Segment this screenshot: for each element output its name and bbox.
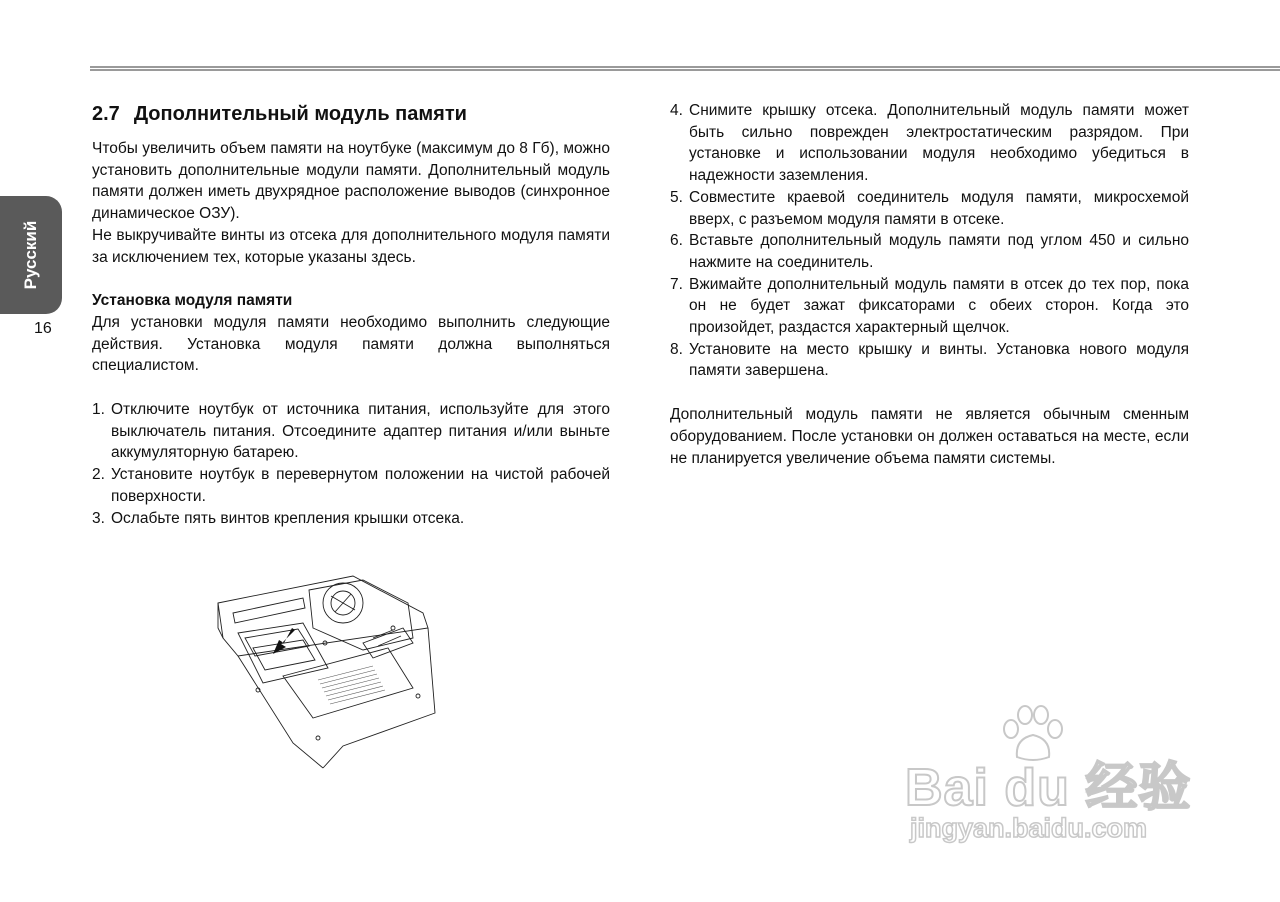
- intro-paragraph: Чтобы увеличить объем памяти на ноутбуке (максимум до 8 Гб), можно установить дополнительные модули памяти. Дополнительный модуль памяти должен иметь двухрядное расположение выводов (синхронное динамическое ОЗУ).: [92, 140, 610, 223]
- section-title: [92, 100, 610, 128]
- baidu-watermark: [905, 705, 1205, 855]
- right-column: [670, 100, 1189, 469]
- watermark-url: jingyan.baidu.com: [910, 813, 1148, 843]
- note-paragraph: Дополнительный модуль памяти не является обычным сменным оборудованием. После установки он должен оставаться на месте, если не планируется увеличение объема памяти системы.: [670, 406, 1189, 467]
- install-text: Для установки модуля памяти необходимо выполнить следующие действия. Установка модуля памяти должна выполняться специалистом.: [92, 313, 610, 375]
- intro-warning: Не выкручивайте винты из отсека для дополнительного модуля памяти за исключением тех, которые указаны здесь.: [92, 226, 610, 266]
- list-item: 5. Совместите краевой соединитель модуля памяти, микросхемой вверх, с разъемом модуля памяти в отсеке.: [670, 188, 1189, 228]
- install-heading: Установка модуля памяти: [92, 292, 293, 310]
- language-tab-label: Русский: [21, 220, 40, 290]
- laptop-memory-illustration: [213, 568, 438, 773]
- top-rule: [90, 66, 1280, 71]
- list-item: 1. Отключите ноутбук от источника питания, используйте для этого выключатель питания. Отсоедините адаптер питания и/или выньте аккумуляторную батарею.: [92, 401, 610, 462]
- language-tab: [0, 196, 62, 314]
- list-item: 6. Вставьте дополнительный модуль памяти под углом 450 и сильно нажмите на соединитель.: [670, 232, 1189, 271]
- list-item: 8. Установите на место крышку и винты. Установка нового модуля памяти завершена.: [670, 340, 1189, 380]
- list-item: 7. Вжимайте дополнительный модуль памяти в отсек до тех пор, пока он не будет зажат фиксаторами с обеих сторон. Когда это произойдет, раздастся характерный щелчок.: [670, 275, 1189, 337]
- list-item: 3. Ослабьте пять винтов крепления крышки отсека.: [92, 509, 465, 527]
- left-column: [92, 100, 610, 529]
- page-number: 16: [34, 320, 52, 337]
- list-item: 2. Установите ноутбук в перевернутом положении на чистой рабочей поверхности.: [92, 466, 610, 505]
- section-title-text: Дополнительный модуль памяти: [133, 103, 467, 125]
- section-number: 2.7: [92, 103, 120, 125]
- steps-list-left: [92, 399, 610, 529]
- watermark-brand: Bai du 经验: [905, 759, 1192, 817]
- steps-list-right: [670, 100, 1189, 382]
- list-item: 4. Снимите крышку отсека. Дополнительный модуль памяти может быть сильно поврежден электростатическим разрядом. При установке и использовании модуля необходимо убедиться в надежности заземления.: [670, 102, 1189, 185]
